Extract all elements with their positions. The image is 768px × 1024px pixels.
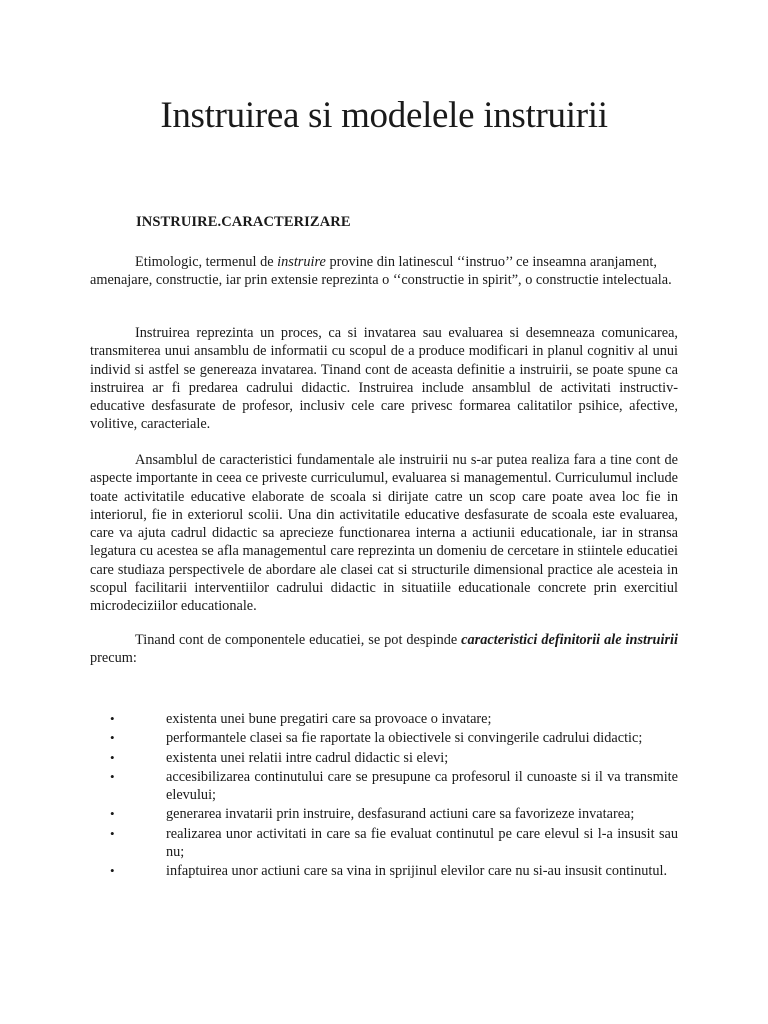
paragraph-definition: Instruirea reprezinta un proces, ca si invatarea sau evaluarea si desemneaza comunicarea, transmiterea unui ansamblu de informatii cu scopul de a produce modificari in planul cognitiv al unui individ si astfel se genereaza invatarea. Tinand cont de aceasta definitie a instruirii, se poate spune ca instruirea ar fi predarea cadrului didactic. Instruirea include ansamblul de activitati instructiv-educative desfasurate de profesor, inclusiv cele care privesc formarea calitatilor psihice, afective, volitive, caracteriale. <box>90 325 678 433</box>
list-item <box>90 768 678 805</box>
bullet-icon: • <box>110 806 115 822</box>
list-item <box>90 825 678 862</box>
paragraph-components-text-2: precum: <box>90 650 137 667</box>
list-item <box>90 805 678 823</box>
list-item <box>90 710 678 728</box>
paragraph-components-emphasis: caracteristici definitorii ale instruirii <box>461 632 678 648</box>
bullet-icon: • <box>110 825 115 841</box>
list-item <box>90 729 678 747</box>
characteristics-list <box>90 710 678 882</box>
section-heading: INSTRUIRE.CARACTERIZARE <box>136 214 351 230</box>
paragraph-components <box>90 631 678 668</box>
bullet-icon: • <box>110 711 115 726</box>
list-item <box>90 862 678 880</box>
paragraph-characteristics: Ansamblul de caracteristici fundamentale ale instruirii nu s-ar putea realiza fara a tine cont de aspecte importante in ceea ce priveste curriculumul, evaluarea si managementul. Curriculumul include toate activitatile educative elaborate de scoala si dirijate catre un scop care poate avea loc fie in interiorul, fie in exteriorul scolii. Una din activitatile educative desfasurate de scoala este evaluarea, care va ajuta cadrul didactic sa aprecieze functionarea interna a actiunii educationale, iar in stransa legatura cu acestea se afla managementul care reprezinta un domeniu de cercetare in stiintele educatiei care studiaza perspectivele de abordare ale clasei cat si structurile dimensional practice ale acesteia in scopul facilitarii interventiilor cadrului didactic in situatiile educationale concrete prin exercitiul microdeciziilor educationale. <box>90 452 678 615</box>
paragraph-etymology <box>90 253 678 290</box>
list-item-text: existenta unei bune pregatiri care sa provoace o invatare; <box>166 711 492 727</box>
list-item-text: accesibilizarea continutului care se presupune ca profesorul il cunoaste si il va transmite elevului; <box>166 768 678 804</box>
list-item-text: realizarea unor activitati in care sa fie evaluat continutul pe care elevul si l-a insusit sau nu; <box>166 825 678 861</box>
paragraph-etymology-emphasis: instruire <box>277 254 326 270</box>
list-item-text: generarea invatarii prin instruire, desfasurand actiuni care sa favorizeze invatarea; <box>166 806 635 823</box>
list-item <box>90 749 678 767</box>
document-title: Instruirea si modelele instruirii <box>160 95 608 136</box>
bullet-icon: • <box>110 768 115 784</box>
list-item-text: existenta unei relatii intre cadrul didactic si elevi; <box>166 749 449 766</box>
paragraph-components-text-1: Tinand cont de componentele educatiei, se pot despinde <box>135 632 462 648</box>
bullet-icon: • <box>110 730 115 746</box>
paragraph-etymology-text-1: Etimologic, termenul de <box>135 254 278 270</box>
paragraph-etymology-text-2: provine din latinescul ‘‘instruo’’ ce inseamna aranjament, amenajare, constructie, iar prin extensie reprezinta o ‘‘constructie in spirit”, o constructie intelectuala. <box>90 254 672 289</box>
list-item-text: performantele clasei sa fie raportate la obiectivele si convingerile cadrului didactic; <box>166 730 643 747</box>
list-item-text: infaptuirea unor actiuni care sa vina in sprijinul elevilor care nu si-au insusit continutul. <box>166 863 668 880</box>
bullet-icon: • <box>110 863 115 879</box>
bullet-icon: • <box>110 749 115 765</box>
